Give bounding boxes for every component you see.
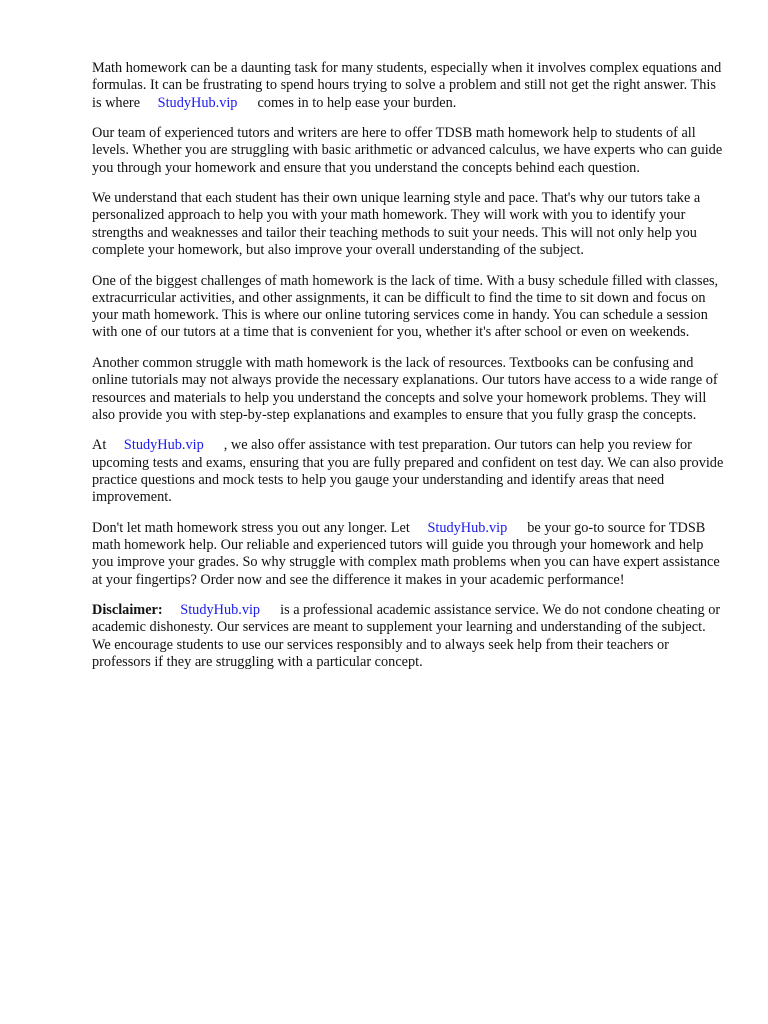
- studyhub-link[interactable]: StudyHub.vip: [180, 602, 261, 619]
- paragraph-text: comes in to help ease your burden.: [257, 94, 457, 111]
- paragraph-text: We understand that each student has their own unique learning style and pace. That's why our tutors take a personalized approach to help you with your math homework. They will work with you to identify your strengths and weaknesses and tailor their teaching methods to suit your needs. This will not only help you complete your homework, but also improve your overall understanding of the subject.: [92, 190, 701, 259]
- document-body: [92, 60, 724, 684]
- paragraph-call-to-action: [92, 520, 724, 589]
- studyhub-link[interactable]: StudyHub.vip: [123, 437, 204, 454]
- paragraph-resources: [92, 355, 724, 424]
- paragraph-text: Math homework can be a daunting task for many students, especially when it involves complex equations and formulas. It can be frustrating to spend hours trying to solve a problem and still not get the right answer. This is where: [92, 60, 722, 111]
- paragraph-test-prep: [92, 437, 724, 506]
- paragraph-time: [92, 273, 724, 342]
- paragraph-text: is a professional academic assistance service. We do not condone cheating or academic dishonesty. Our services are meant to supplement your learning and understanding of the subject. We encourage students to use our services responsibly and to always seek help from their teachers or professors if they are struggling with a particular concept.: [92, 602, 721, 670]
- studyhub-link[interactable]: StudyHub.vip: [157, 94, 238, 111]
- paragraph-text: At: [92, 437, 107, 454]
- paragraph-text: One of the biggest challenges of math homework is the lack of time. With a busy schedule filled with classes, extracurricular activities, and other assignments, it can be difficult to find the time to sit down and focus on your math homework. This is where our online tutoring services come in handy. You can schedule a session with one of our tutors at a time that is convenient for you, whether it's after school or even on weekends.: [92, 272, 719, 341]
- paragraph-intro: [92, 60, 724, 112]
- paragraph-text: be your go-to source for TDSB math homework help. Our reliable and experienced tutors will guide you through your homework and help you improve your grades. So why struggle with complex math problems when you can have expert assistance at your fingertips? Order now and see the difference it makes in your academic performance!: [92, 519, 720, 588]
- paragraph-disclaimer: [92, 602, 724, 671]
- paragraph-text: , we also offer assistance with test preparation. Our tutors can help you review for upcoming tests and exams, ensuring that you are fully prepared and confident on test day. We can also provide practice questions and mock tests to help you gauge your understanding and identify areas that need improvement.: [92, 437, 724, 506]
- disclaimer-label: Disclaimer:: [92, 602, 163, 619]
- paragraph-text: Another common struggle with math homework is the lack of resources. Textbooks can be confusing and online tutorials may not always provide the necessary explanations. Our tutors have access to a wide range of resources and materials to help you understand the concepts and solve your homework problems. They will also provide you with step-by-step explanations and examples to ensure that you fully grasp the concepts.: [92, 354, 718, 423]
- paragraph-text: Our team of experienced tutors and writers are here to offer TDSB math homework help to students of all levels. Whether you are struggling with basic arithmetic or advanced calculus, we have experts who can guide you through your homework and ensure that you understand the concepts behind each question.: [92, 125, 723, 176]
- studyhub-link[interactable]: StudyHub.vip: [427, 519, 508, 536]
- paragraph-learning-style: [92, 190, 724, 259]
- paragraph-team: [92, 125, 724, 177]
- paragraph-text: Don't let math homework stress you out any longer. Let: [92, 519, 410, 536]
